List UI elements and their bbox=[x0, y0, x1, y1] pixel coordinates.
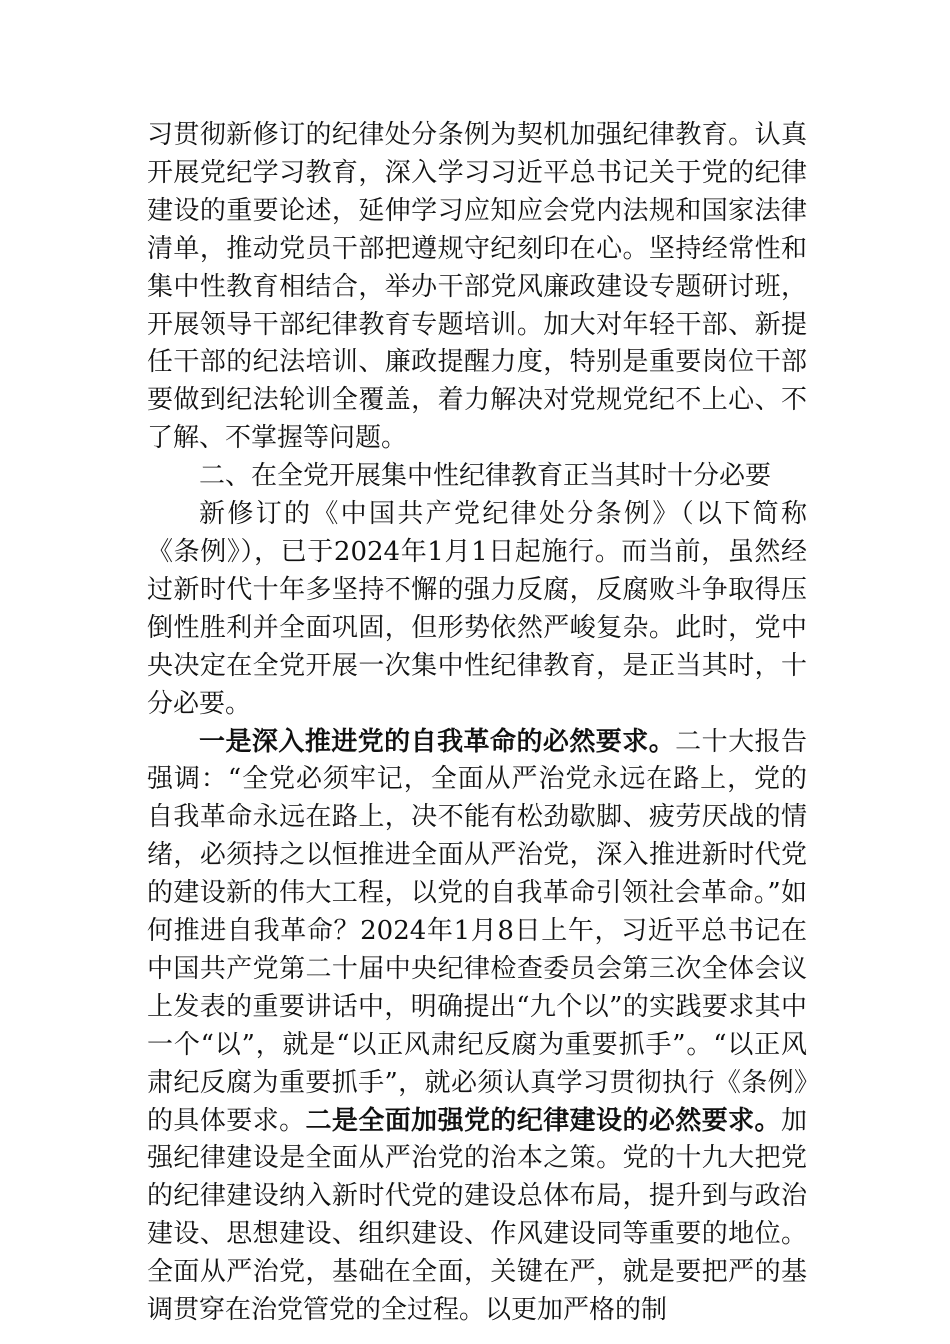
section-heading-text: 二、在全党开展集中性纪律教育正当其时十分必要 bbox=[199, 461, 772, 492]
point-one-body: 二十大报告强调：“全党必须牢记，全面从严治党永远在路上，党的自我革命永远在路上，决不能有松劲歇脚、疲劳厌战的情绪，必须持之以恒推进全面从严治党，深入推进新时代党的建设新的伟大工程，以党的自我革命引领社会革命。”如何推进自我革命？2024年1月8日上午，习近平总书记在中国共产党第二十届中央纪律检查委员会第三次全体会议上发表的重要讲话中，明确提出“九个以”的实践要求其中一个“以”，就是“以正风肃纪反腐为重要抓手”。“以正风肃纪反腐为重要抓手”，就必须认真学习贯彻执行《条例》的具体要求。 bbox=[147, 726, 807, 1136]
section-heading-2 bbox=[147, 458, 807, 496]
paragraph-3 bbox=[147, 496, 807, 723]
point-one-heading: 一是深入推进党的自我革命的必然要求。 bbox=[199, 726, 676, 757]
paragraph-3-text: 新修订的《中国共产党纪律处分条例》（以下简称《条例》），已于2024年1月1日起施行。而当前，虽然经过新时代十年多坚持不懈的强力反腐，反腐败斗争取得压倒性胜利并全面巩固，但形势依然严峻复杂。此时，党中央决定在全党开展一次集中性纪律教育，是正当其时，十分必要。 bbox=[147, 499, 807, 719]
point-two-heading: 二是全面加强党的纪律建设的必然要求。 bbox=[305, 1105, 781, 1136]
point-two-body: 加强纪律建设是全面从严治党的治本之策。党的十九大把党的纪律建设纳入新时代党的建设总体布局，提升到与政治建设、思想建设、组织建设、作风建设同等重要的地位。全面从严治党，基础在全面，关键在严，就是要把严的基调贯穿在治党管党的全过程。以更加严格的制 bbox=[147, 1105, 807, 1326]
document-page bbox=[147, 117, 807, 1330]
paragraph-1 bbox=[147, 117, 807, 458]
paragraph-1-text: 习贯彻新修订的纪律处分条例为契机加强纪律教育。认真开展党纪学习教育，深入学习习近平总书记关于党的纪律建设的重要论述，延伸学习应知应会党内法规和国家法律清单，推动党员干部把遵规守纪刻印在心。坚持经常性和集中性教育相结合，举办干部党风廉政建设专题研讨班，开展领导干部纪律教育专题培训。加大对年轻干部、新提任干部的纪法培训、廉政提醒力度，特别是重要岗位干部要做到纪法轮训全覆盖，着力解决对党规党纪不上心、不了解、不掌握等问题。 bbox=[147, 120, 807, 454]
paragraph-4 bbox=[147, 724, 807, 1331]
